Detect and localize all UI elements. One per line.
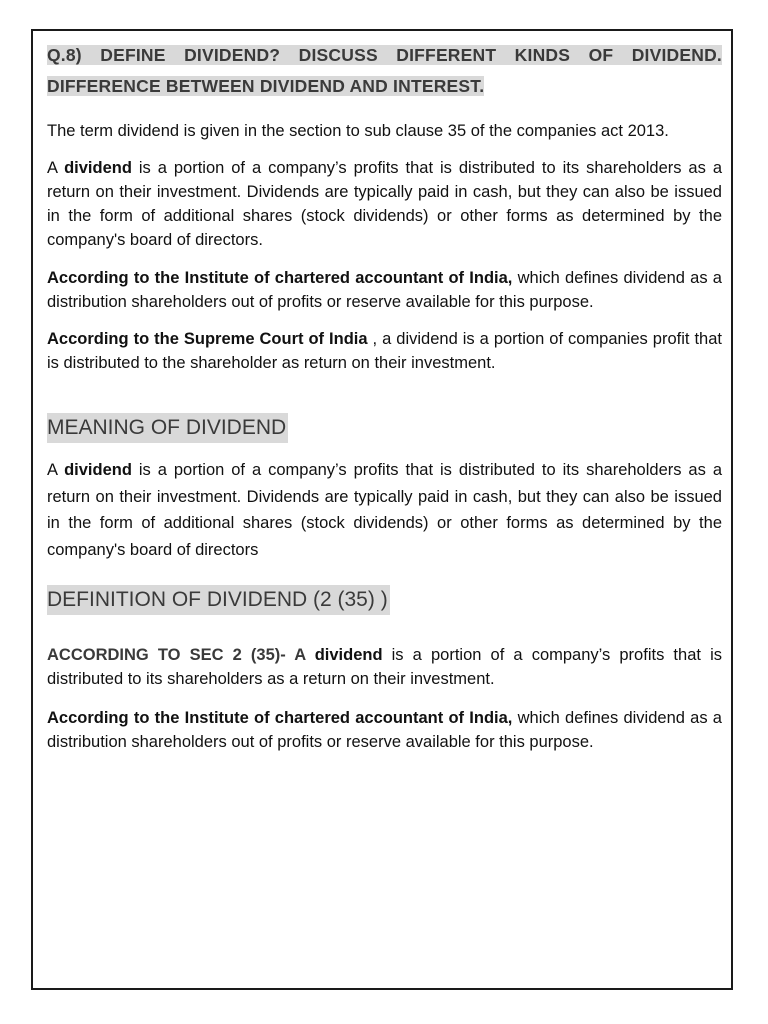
meaning-heading: MEANING OF DIVIDEND [47,413,288,443]
meaning-paragraph: A dividend is a portion of a company’s profits that is distributed to its shareholders as a return on their investment. Dividends are typically paid in cash, but they can also be issued in the form of additional shares (stock dividends) or other forms as determined by the company's board of directors [47,461,722,559]
question-title [47,40,722,102]
definition-paragraph-1: ACCORDING TO SEC 2 (35)- A dividend is a portion of a company’s profits that is distributed to its shareholders as a return on their investment. [47,646,722,688]
intro-paragraph-3: According to the Institute of chartered accountant of India, which defines dividend as a distribution shareholders out of profits or reserve available for this purpose. [47,269,722,311]
question-line-1: Q.8) DEFINE DIVIDEND? DISCUSS DIFFERENT KINDS OF DIVIDEND. [47,45,722,65]
intro-paragraph-1: The term dividend is given in the section to sub clause 35 of the companies act 2013. [47,122,669,140]
intro-paragraph-2: A dividend is a portion of a company’s profits that is distributed to its shareholders as a return on their investment. Dividends are typically paid in cash, but they can also be issued in the form of additional shares (stock dividends) or other forms as determined by the company's board of directors. [47,159,722,249]
intro-paragraph-4: According to the Supreme Court of India , a dividend is a portion of companies profit that is distributed to the shareholder as return on their investment. [47,330,722,372]
document-body [47,40,722,754]
definition-heading: DEFINITION OF DIVIDEND (2 (35) ) [47,585,390,615]
question-line-2: DIFFERENCE BETWEEN DIVIDEND AND INTEREST. [47,76,485,96]
definition-paragraph-2: According to the Institute of chartered accountant of India, which defines dividend as a distribution shareholders out of profits or reserve available for this purpose. [47,709,722,751]
